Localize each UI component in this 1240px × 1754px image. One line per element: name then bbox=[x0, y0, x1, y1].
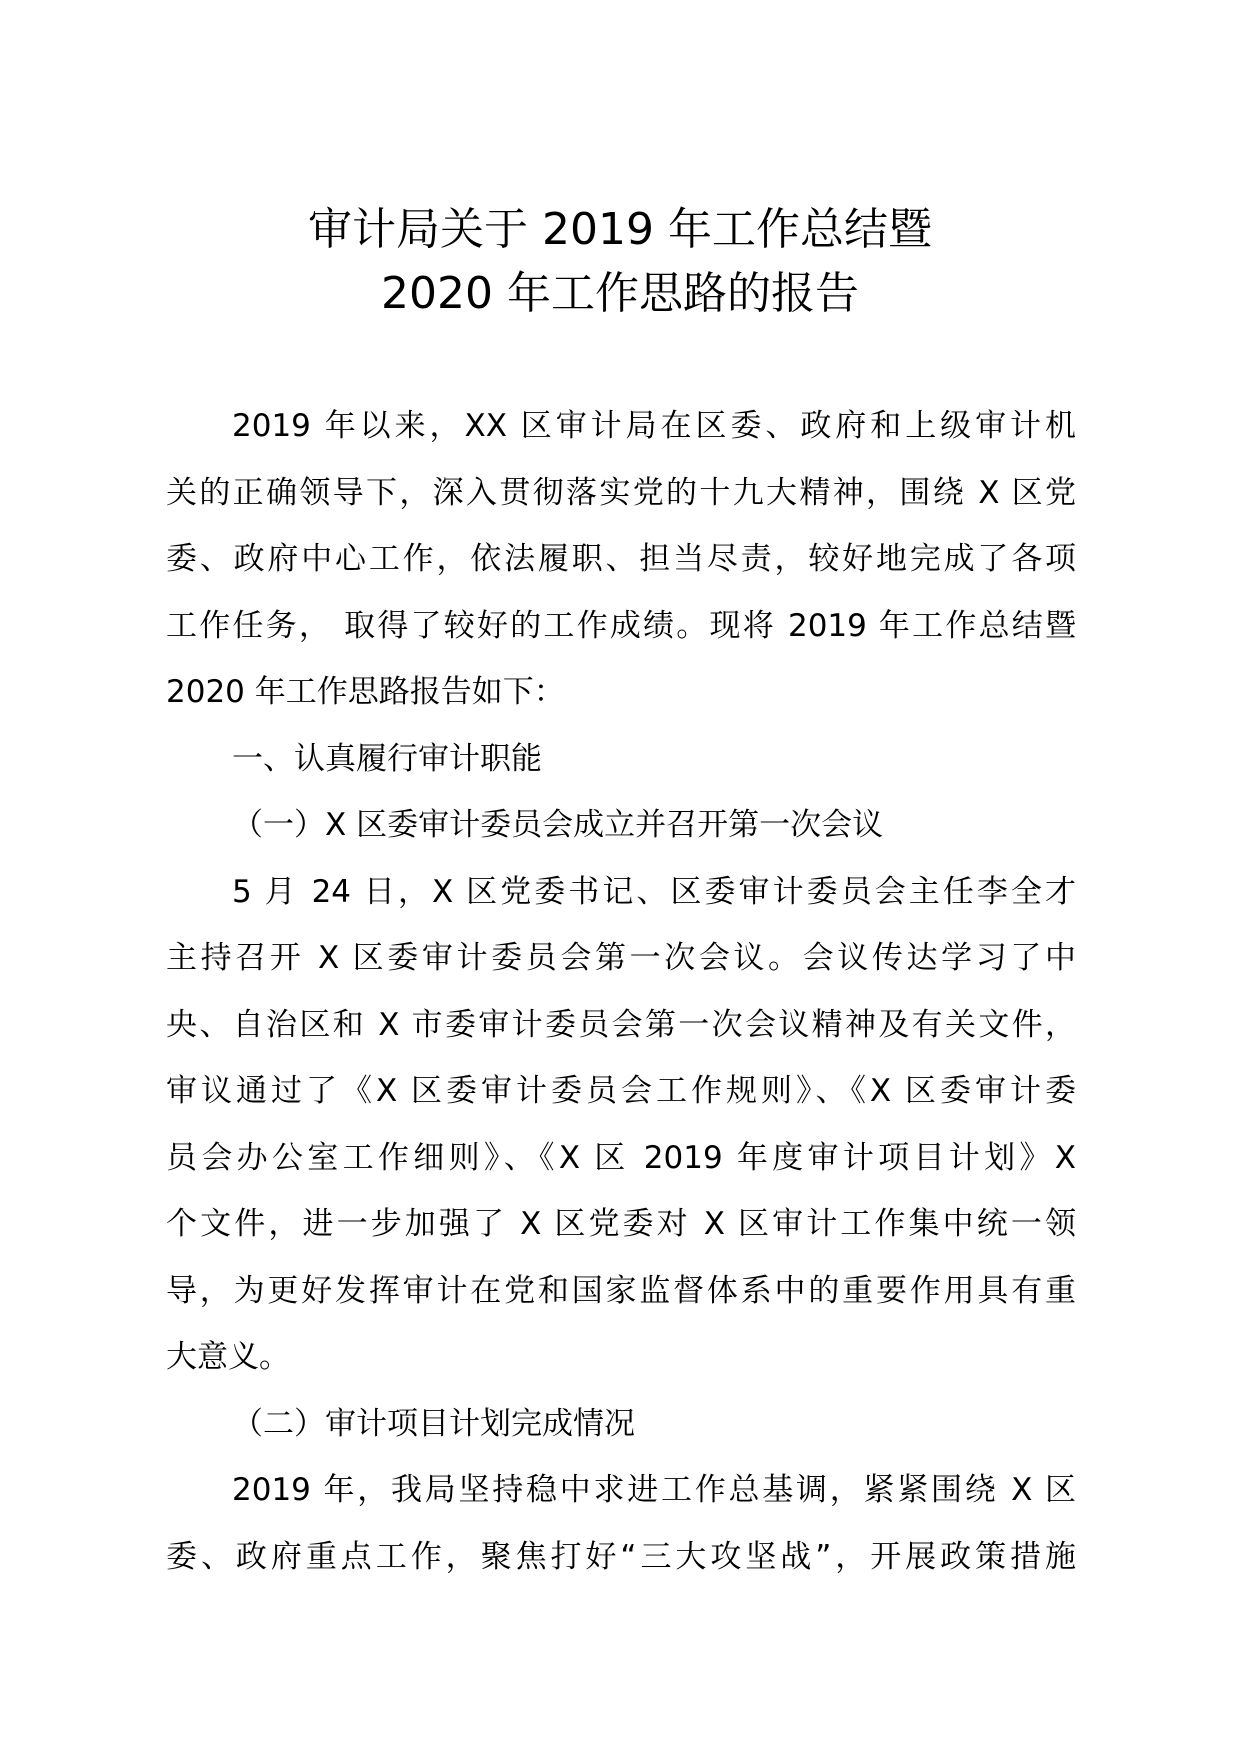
paragraph-2-line: 5 月 24 日，X 区党委书记、区委审计委员会主任李全才 bbox=[232, 873, 1076, 910]
paragraph-3-line: 2019 年，我局坚持稳中求进工作总基调，紧紧围绕 X 区 bbox=[232, 1472, 1076, 1508]
document-title-line-1: 审计局关于 2019 年工作总结暨 bbox=[308, 204, 932, 255]
paragraph-2-line: 主持召开 X 区委审计委员会第一次会议。会议传达学习了中 bbox=[166, 940, 1076, 976]
subsection-2-heading: （二）审计项目计划完成情况 bbox=[232, 1405, 635, 1442]
paragraph-3-line: 委、政府重点工作，聚焦打好“三大攻坚战”，开展政策措施 bbox=[166, 1538, 1076, 1575]
subsection-1-heading: （一）X 区委审计委员会成立并召开第一次会议 bbox=[232, 807, 884, 843]
paragraph-2-line: 个文件，进一步加强了 X 区党委对 X 区审计工作集中统一领 bbox=[166, 1206, 1076, 1242]
paragraph-2-line: 央、自治区和 X 市委审计委员会第一次会议精神及有关文件， bbox=[166, 1006, 1076, 1043]
paragraph-1-line: 关的正确领导下，深入贯彻落实党的十九大精神，围绕 X 区党 bbox=[166, 474, 1076, 511]
paragraph-2-line: 审议通过了《X 区委审计委员会工作规则》、《X 区委审计委 bbox=[166, 1073, 1076, 1109]
paragraph-2-line: 员会办公室工作细则》、《X 区 2019 年度审计项目计划》X bbox=[166, 1139, 1076, 1176]
paragraph-2-line: 导，为更好发挥审计在党和国家监督体系中的重要作用具有重 bbox=[166, 1272, 1076, 1309]
paragraph-1-line: 2020 年工作思路报告如下： bbox=[166, 674, 565, 710]
document-body bbox=[166, 393, 1076, 1590]
paragraph-2-line: 大意义。 bbox=[166, 1339, 290, 1375]
paragraph-1-line: 委、政府中心工作，依法履职、担当尽责，较好地完成了各项 bbox=[166, 541, 1076, 577]
document-title-line-2: 2020 年工作思路的报告 bbox=[381, 268, 859, 319]
paragraph-1-line: 2019 年以来，XX 区审计局在区委、政府和上级审计机 bbox=[232, 408, 1076, 444]
paragraph-1-line: 工作任务， 取得了较好的工作成绩。现将 2019 年工作总结暨 bbox=[166, 607, 1076, 644]
section-1-heading: 一、认真履行审计职能 bbox=[232, 740, 542, 777]
